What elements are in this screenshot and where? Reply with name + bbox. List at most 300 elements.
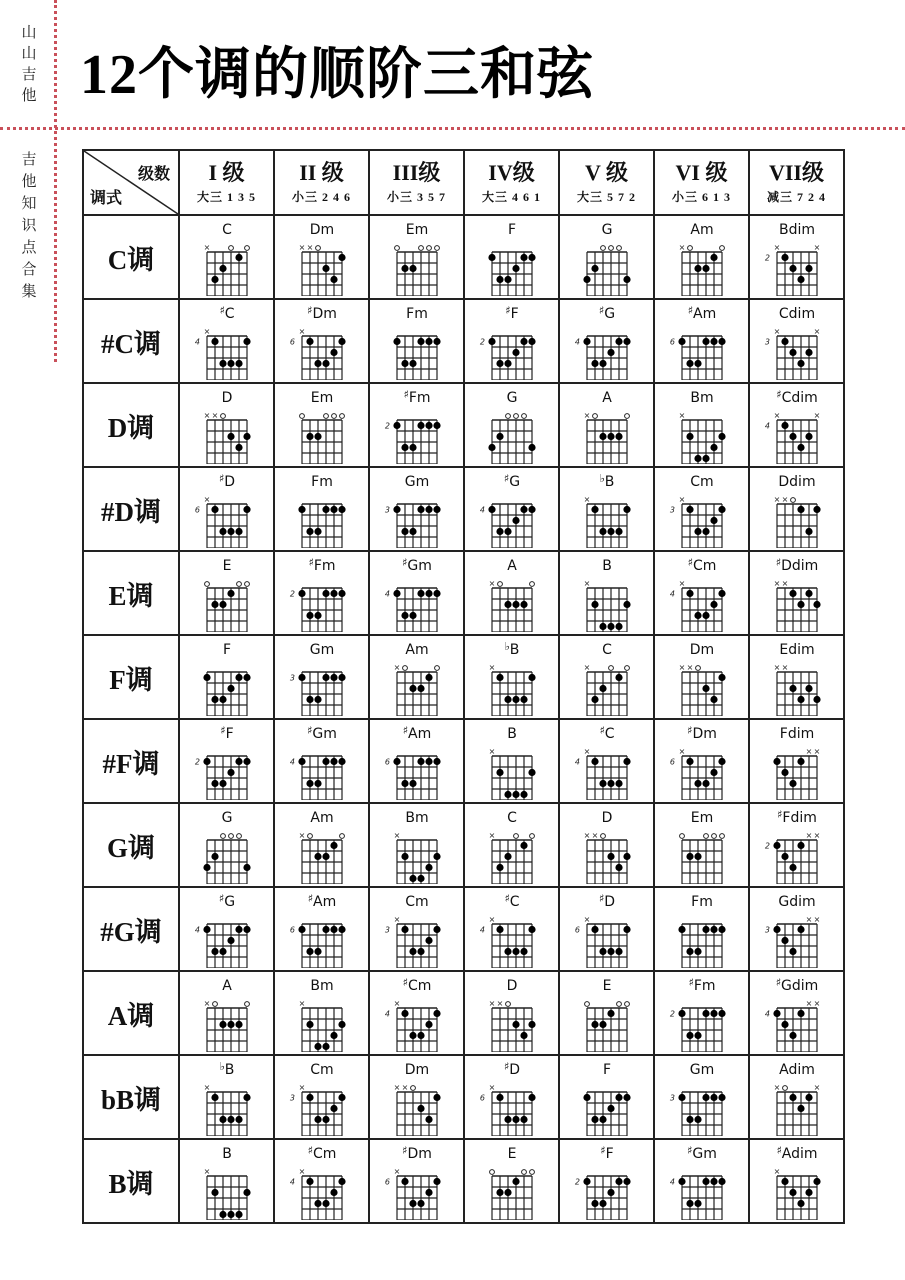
svg-text:×: ×	[488, 999, 495, 1008]
chord-name: Ddim	[777, 474, 816, 490]
fret-number: 4	[289, 1177, 295, 1187]
chord-name: ♯C	[503, 892, 520, 910]
sharp-icon: ♯	[775, 388, 782, 401]
chord-diagram	[751, 636, 843, 716]
sharp-icon: ♯	[504, 304, 511, 317]
chord-name: F	[222, 642, 231, 658]
chord-cell	[749, 467, 844, 551]
chord-name: ♯D	[503, 1060, 520, 1078]
chord-diagram	[656, 636, 748, 716]
svg-text:×: ×	[686, 663, 693, 672]
fret-number: 3	[669, 1093, 675, 1103]
chord-cell	[749, 635, 844, 719]
chord-cell	[369, 299, 464, 383]
chord-table-body	[83, 215, 844, 1223]
chord-name: B	[506, 726, 517, 742]
chord-diagram	[466, 888, 558, 968]
chord-cell	[179, 383, 274, 467]
fret-number: 4	[384, 589, 390, 599]
svg-text:×: ×	[773, 579, 780, 588]
chord-diagram	[751, 468, 843, 548]
fret-number: 3	[384, 925, 390, 935]
svg-text:×: ×	[813, 327, 820, 336]
svg-text:×: ×	[805, 999, 812, 1008]
chord-diagram	[181, 804, 273, 884]
chord-diagram	[371, 468, 463, 548]
chord-diagram	[561, 972, 653, 1052]
chord-cell	[749, 887, 844, 971]
sharp-icon: ♯	[687, 304, 693, 317]
sharp-icon: ♯	[775, 556, 781, 569]
chord-cell	[654, 551, 749, 635]
chord-cell	[749, 551, 844, 635]
svg-text:×: ×	[813, 999, 820, 1008]
chord-diagram	[466, 804, 558, 884]
degree-name: I 级	[208, 160, 245, 185]
chord-diagram	[751, 1140, 843, 1220]
key-row	[83, 719, 844, 803]
chord-name: E	[602, 978, 611, 994]
sharp-icon: ♯	[307, 892, 313, 905]
chord-diagram	[371, 1140, 463, 1220]
fret-number: 3	[289, 673, 295, 683]
sharp-icon: ♯	[598, 892, 604, 905]
chord-diagram	[561, 216, 653, 296]
chord-cell	[369, 215, 464, 299]
series-char: 合	[21, 260, 37, 278]
chord-cell	[559, 1139, 654, 1223]
svg-text:×: ×	[298, 831, 305, 840]
chord-name: ♯Gm	[306, 724, 337, 742]
degree-intervals: 大三 1 3 5	[196, 190, 256, 204]
sharp-icon: ♯	[306, 724, 312, 737]
chord-cell	[749, 1055, 844, 1139]
svg-text:×: ×	[298, 1167, 305, 1176]
svg-text:×: ×	[813, 1083, 820, 1092]
fret-number: 4	[574, 757, 580, 767]
chord-diagram	[466, 972, 558, 1052]
fret-number: 3	[669, 505, 675, 515]
chord-diagram	[656, 552, 748, 632]
svg-text:×: ×	[591, 831, 598, 840]
degree-intervals: 小三 2 4 6	[291, 190, 351, 204]
svg-text:×: ×	[298, 1083, 305, 1092]
chord-cell	[274, 467, 369, 551]
chord-name: Am	[404, 642, 429, 658]
fret-number: 6	[194, 505, 200, 515]
chord-diagram	[371, 384, 463, 464]
chord-name: ♯C	[218, 304, 235, 322]
chord-name: Bdim	[778, 222, 815, 238]
key-row	[83, 1139, 844, 1223]
chord-cell	[559, 383, 654, 467]
sharp-icon: ♯	[775, 1144, 782, 1157]
chord-diagram	[181, 384, 273, 464]
svg-text:×: ×	[298, 243, 305, 252]
chord-cell	[464, 1139, 559, 1223]
chord-cell	[559, 635, 654, 719]
chord-name: ♭B	[219, 1060, 234, 1078]
chord-diagram	[181, 1056, 273, 1136]
chord-name: ♯D	[598, 892, 615, 910]
svg-text:×: ×	[203, 1083, 210, 1092]
series-char: 集	[21, 282, 37, 300]
chord-cell	[464, 467, 559, 551]
svg-text:×: ×	[781, 579, 788, 588]
sharp-icon: ♯	[401, 556, 407, 569]
fret-number: 4	[289, 757, 295, 767]
chord-cell	[559, 467, 654, 551]
svg-text:×: ×	[393, 663, 400, 672]
chord-cell	[749, 803, 844, 887]
sharp-icon: ♯	[775, 976, 781, 989]
chord-cell	[369, 887, 464, 971]
svg-text:×: ×	[488, 1083, 495, 1092]
chord-cell	[654, 1139, 749, 1223]
chord-name: Em	[310, 390, 333, 406]
chord-diagram	[181, 552, 273, 632]
sharp-icon: ♯	[402, 724, 408, 737]
sharp-icon: ♯	[599, 1144, 606, 1157]
chord-diagram	[276, 552, 368, 632]
chord-diagram	[181, 888, 273, 968]
degree-header	[654, 150, 749, 215]
chord-cell	[369, 803, 464, 887]
corner-header	[83, 150, 179, 215]
chord-name: D	[506, 978, 517, 994]
chord-name: Gdim	[777, 894, 816, 910]
fret-number: 4	[764, 1009, 770, 1019]
chord-name: ♯G	[503, 472, 520, 490]
chord-cell	[464, 719, 559, 803]
chord-name: F	[602, 1062, 611, 1078]
fret-number: 6	[384, 1177, 390, 1187]
chord-cell	[749, 1139, 844, 1223]
chord-cell	[274, 1055, 369, 1139]
chord-cell	[274, 215, 369, 299]
sharp-icon: ♯	[686, 1144, 692, 1157]
series-char: 知	[21, 194, 37, 212]
chord-diagram	[561, 720, 653, 800]
chord-cell	[654, 803, 749, 887]
svg-text:×: ×	[203, 243, 210, 252]
fret-number: 6	[289, 925, 295, 935]
svg-text:×: ×	[583, 915, 590, 924]
chord-diagram	[656, 468, 748, 548]
svg-text:×: ×	[393, 915, 400, 924]
sharp-icon: ♯	[402, 388, 409, 401]
svg-text:×: ×	[203, 411, 210, 420]
chord-cell	[654, 299, 749, 383]
chord-cell	[274, 803, 369, 887]
chord-name: ♯G	[218, 892, 235, 910]
degree-name: V 级	[585, 160, 628, 185]
key-label: #F调	[83, 719, 179, 803]
svg-text:×: ×	[805, 915, 812, 924]
chord-cell	[559, 719, 654, 803]
fret-number: 4	[669, 589, 675, 599]
brand-char: 山	[21, 23, 37, 41]
chord-diagram	[371, 888, 463, 968]
chord-cell	[654, 635, 749, 719]
svg-text:×: ×	[583, 411, 590, 420]
sharp-icon: ♯	[307, 1144, 313, 1157]
svg-text:×: ×	[773, 1083, 780, 1092]
chord-diagram	[751, 552, 843, 632]
svg-text:×: ×	[813, 411, 820, 420]
degree-name: VII级	[768, 160, 824, 185]
chord-diagram	[181, 972, 273, 1052]
chord-cell	[274, 1139, 369, 1223]
chord-diagram	[656, 804, 748, 884]
svg-text:×: ×	[583, 663, 590, 672]
key-label: #D调	[83, 467, 179, 551]
series-vertical-label	[18, 148, 40, 302]
key-label: C调	[83, 215, 179, 299]
svg-text:×: ×	[773, 327, 780, 336]
chord-cell	[464, 551, 559, 635]
svg-text:×: ×	[805, 831, 812, 840]
sharp-icon: ♯	[503, 892, 510, 905]
chord-cell	[749, 719, 844, 803]
chord-name: Bm	[689, 390, 714, 406]
chord-diagram	[466, 720, 558, 800]
key-axis-label: 调式	[90, 190, 123, 207]
chord-name: ♯F	[599, 1144, 614, 1162]
chord-name: B	[601, 558, 612, 574]
series-char: 识	[21, 216, 37, 234]
chord-cell	[654, 215, 749, 299]
chord-cell	[749, 383, 844, 467]
svg-text:×: ×	[203, 327, 210, 336]
svg-text:×: ×	[678, 495, 685, 504]
key-label: E调	[83, 551, 179, 635]
svg-text:×: ×	[203, 999, 210, 1008]
chord-diagram	[656, 1140, 748, 1220]
chord-name: ♯F	[219, 724, 234, 742]
chord-name: B	[221, 1146, 232, 1162]
fret-number: 3	[764, 925, 770, 935]
svg-text:×: ×	[773, 663, 780, 672]
chord-cell	[274, 383, 369, 467]
key-label: G调	[83, 803, 179, 887]
chord-name: ♯Dm	[686, 724, 717, 742]
chord-diagram	[181, 216, 273, 296]
chord-name: Cm	[404, 894, 429, 910]
degree-intervals: 小三 3 5 7	[386, 190, 446, 204]
chord-name: ♯Am	[687, 304, 716, 322]
chord-diagram	[656, 720, 748, 800]
series-char: 他	[21, 172, 37, 190]
chord-name: Am	[689, 222, 714, 238]
svg-text:×: ×	[773, 411, 780, 420]
chord-diagram	[466, 552, 558, 632]
chord-diagram	[371, 720, 463, 800]
series-char: 点	[21, 238, 37, 256]
chord-name: ♭B	[599, 472, 614, 490]
chord-diagram	[276, 972, 368, 1052]
chord-cell	[274, 719, 369, 803]
chord-cell	[464, 383, 559, 467]
svg-text:×: ×	[813, 747, 820, 756]
series-char: 吉	[21, 150, 37, 168]
fret-number: 2	[764, 841, 770, 851]
chord-name: D	[221, 390, 232, 406]
fret-number: 4	[669, 1177, 675, 1187]
chord-cell	[749, 971, 844, 1055]
chord-name: ♯Fm	[402, 388, 431, 406]
fret-number: 2	[574, 1177, 580, 1187]
chord-name: Gm	[689, 1062, 714, 1078]
chord-diagram	[561, 804, 653, 884]
svg-text:×: ×	[583, 831, 590, 840]
key-row	[83, 467, 844, 551]
chord-name: ♯Dm	[306, 304, 337, 322]
chord-diagram	[466, 216, 558, 296]
chord-cell	[179, 467, 274, 551]
key-label: #C调	[83, 299, 179, 383]
chord-name: E	[507, 1146, 516, 1162]
chord-diagram	[181, 468, 273, 548]
fret-number: 2	[764, 253, 770, 263]
chord-cell	[179, 803, 274, 887]
chord-diagram	[561, 1056, 653, 1136]
header-row	[83, 150, 844, 215]
chord-name: ♯Gm	[401, 556, 432, 574]
degree-name: III级	[392, 160, 441, 185]
degree-name: II 级	[299, 160, 344, 185]
chord-diagram	[466, 468, 558, 548]
chord-diagram	[181, 720, 273, 800]
chord-name: ♭B	[504, 640, 519, 658]
sharp-icon: ♯	[218, 472, 224, 485]
chord-diagram	[561, 300, 653, 380]
chord-diagram	[656, 384, 748, 464]
chord-name: G	[601, 222, 612, 238]
chord-diagram	[276, 804, 368, 884]
svg-text:×: ×	[773, 495, 780, 504]
key-label: #G调	[83, 887, 179, 971]
key-label: F调	[83, 635, 179, 719]
chord-cell	[654, 719, 749, 803]
fret-number: 2	[384, 421, 390, 431]
flat-icon: ♭	[219, 1060, 225, 1073]
degree-header	[274, 150, 369, 215]
key-row	[83, 1055, 844, 1139]
chord-name: ♯Cm	[687, 556, 716, 574]
chord-cell	[464, 887, 559, 971]
horizontal-dotted-divider	[0, 127, 905, 130]
chord-diagram	[276, 720, 368, 800]
chord-diagram	[276, 1056, 368, 1136]
svg-text:×: ×	[393, 1167, 400, 1176]
sharp-icon: ♯	[687, 976, 694, 989]
chord-diagram	[751, 972, 843, 1052]
chord-diagram	[466, 300, 558, 380]
chord-diagram	[371, 804, 463, 884]
chord-cell	[369, 1055, 464, 1139]
chord-diagram	[181, 636, 273, 716]
chord-cell	[654, 1055, 749, 1139]
sharp-icon: ♯	[686, 724, 692, 737]
chord-name: Adim	[778, 1062, 815, 1078]
chord-cell	[464, 635, 559, 719]
chord-cell	[464, 1055, 559, 1139]
sharp-icon: ♯	[218, 892, 224, 905]
svg-text:×: ×	[488, 663, 495, 672]
chord-cell	[369, 551, 464, 635]
sharp-icon: ♯	[598, 304, 604, 317]
flat-icon: ♭	[504, 640, 510, 653]
chord-diagram	[751, 300, 843, 380]
chord-cell	[559, 551, 654, 635]
svg-text:×: ×	[678, 663, 685, 672]
key-row	[83, 803, 844, 887]
brand-vertical-label	[18, 22, 40, 106]
chord-diagram	[276, 300, 368, 380]
chord-name: E	[222, 558, 231, 574]
chord-name: Fm	[405, 306, 428, 322]
chord-name: ♯Gm	[686, 1144, 717, 1162]
chord-name: Dm	[309, 222, 334, 238]
fret-number: 4	[384, 1009, 390, 1019]
chord-cell	[369, 1139, 464, 1223]
chord-cell	[369, 383, 464, 467]
chord-table	[82, 149, 845, 1224]
degree-header	[749, 150, 844, 215]
fret-number: 4	[764, 421, 770, 431]
degree-name: IV级	[488, 160, 535, 185]
chord-diagram	[561, 384, 653, 464]
chord-cell	[654, 467, 749, 551]
chord-name: C	[506, 810, 517, 826]
page-title: 12个调的顺阶三和弦	[80, 44, 594, 106]
chord-diagram	[276, 636, 368, 716]
svg-text:×: ×	[298, 327, 305, 336]
chord-cell	[654, 383, 749, 467]
fret-number: 6	[479, 1093, 485, 1103]
chord-diagram	[276, 384, 368, 464]
chord-cell	[179, 971, 274, 1055]
fret-number: 2	[669, 1009, 675, 1019]
flat-icon: ♭	[599, 472, 605, 485]
chord-diagram	[371, 216, 463, 296]
chord-diagram	[466, 1056, 558, 1136]
chord-diagram	[561, 1140, 653, 1220]
chord-diagram	[656, 972, 748, 1052]
svg-text:×: ×	[813, 915, 820, 924]
fret-number: 6	[669, 337, 675, 347]
chord-diagram	[371, 636, 463, 716]
chord-diagram	[751, 888, 843, 968]
chord-name: Fm	[310, 474, 333, 490]
chord-cell	[274, 887, 369, 971]
chord-name: F	[507, 222, 516, 238]
chord-name: Am	[309, 810, 334, 826]
key-label: B调	[83, 1139, 179, 1223]
chord-name: ♯Ddim	[775, 556, 818, 574]
key-row	[83, 971, 844, 1055]
chord-diagram	[181, 300, 273, 380]
chord-name: ♯Dm	[401, 1144, 432, 1162]
fret-number: 6	[574, 925, 580, 935]
chord-diagram	[751, 384, 843, 464]
fret-number: 4	[194, 925, 200, 935]
sharp-icon: ♯	[402, 976, 408, 989]
chord-name: C	[601, 642, 612, 658]
chord-cell	[179, 551, 274, 635]
fret-number: 3	[289, 1093, 295, 1103]
